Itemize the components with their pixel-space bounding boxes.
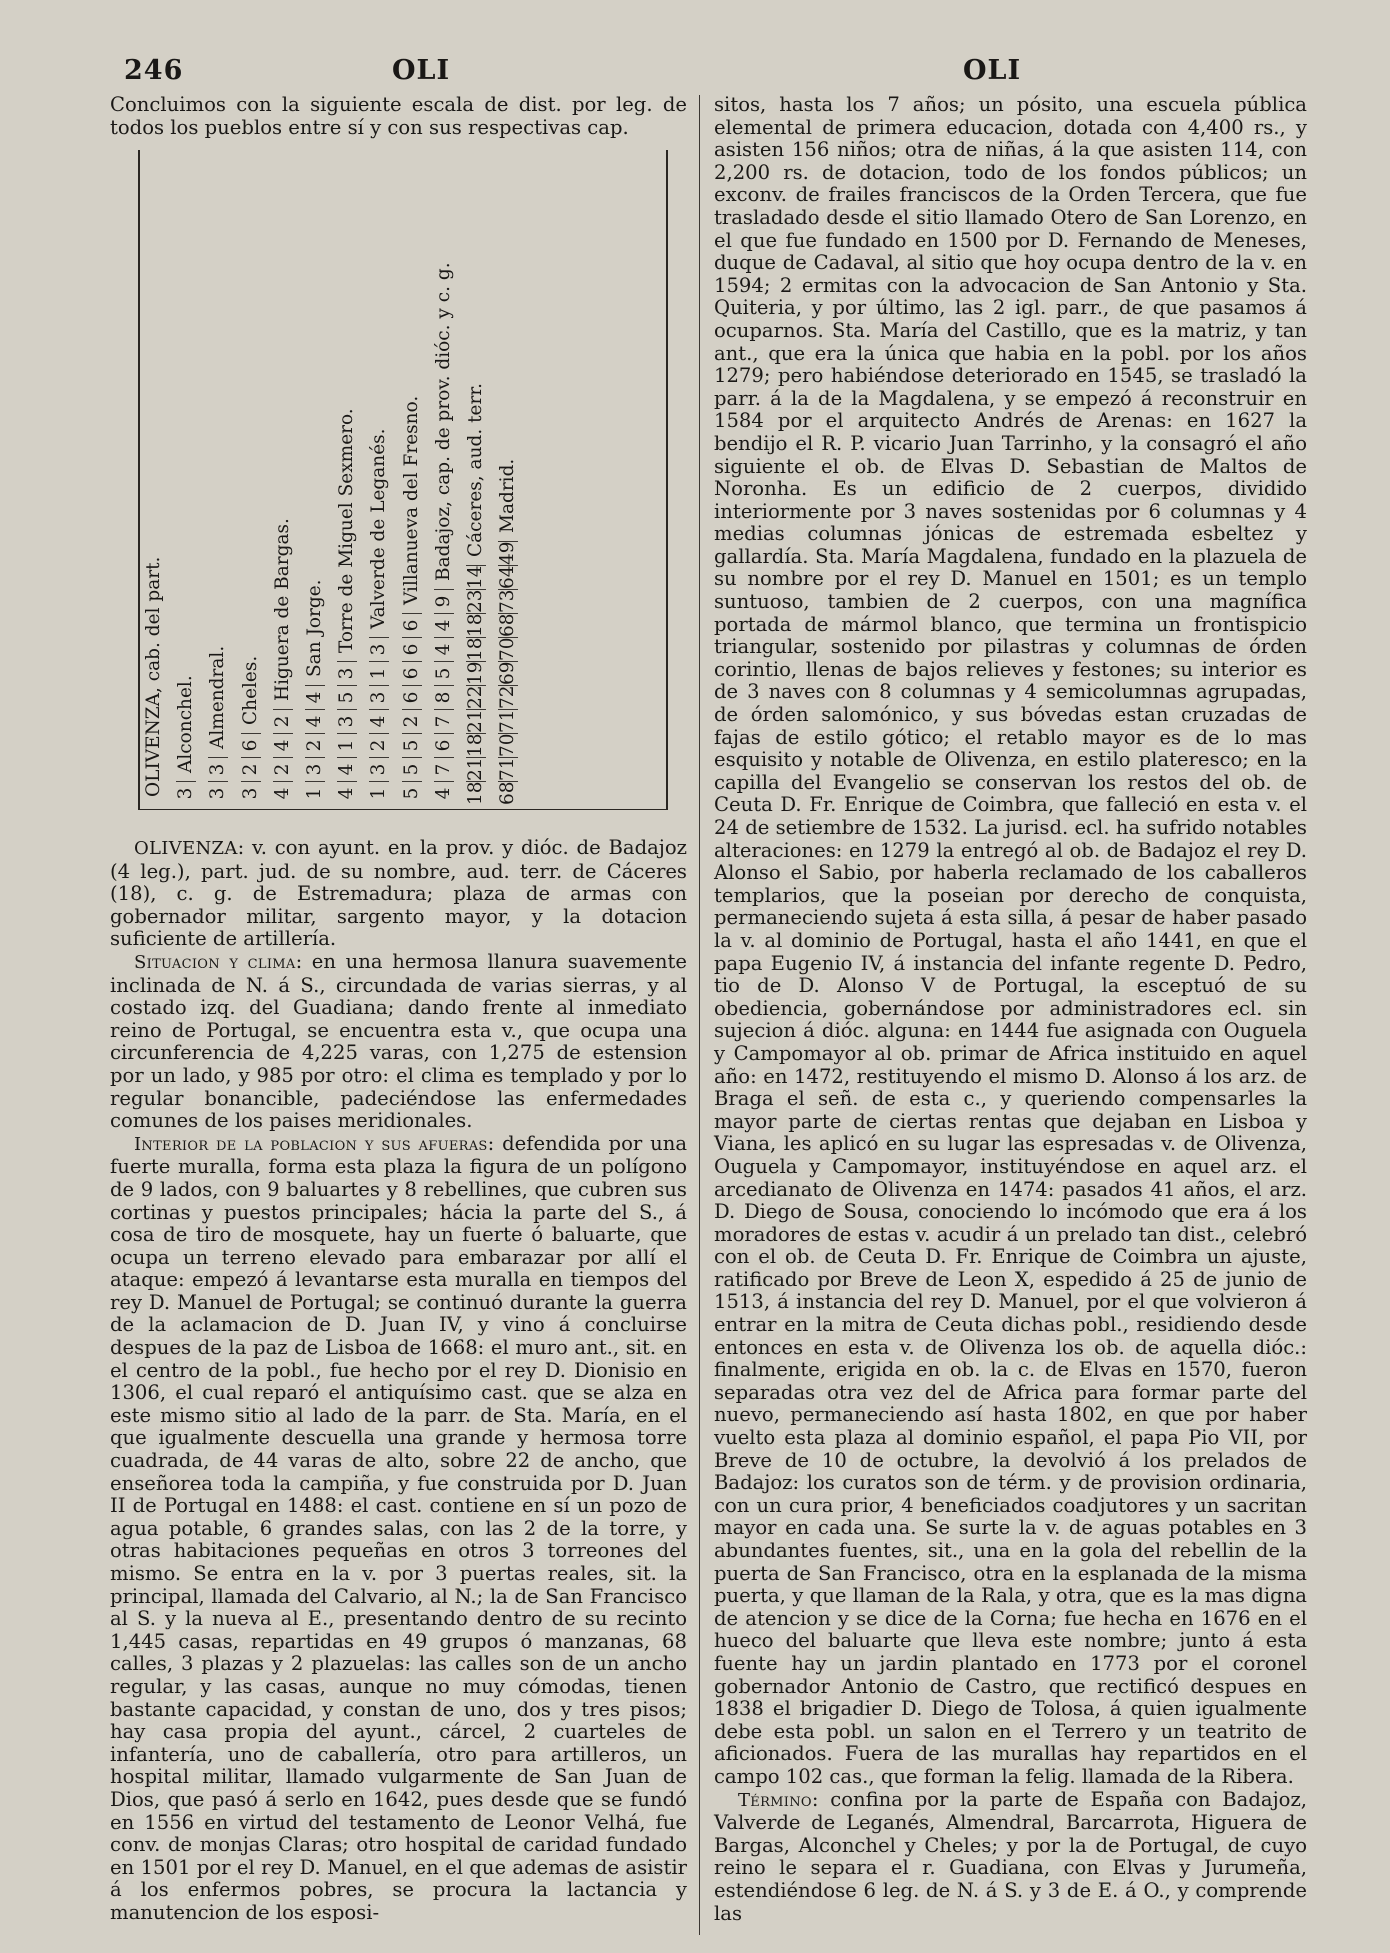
distance-cell: 72 xyxy=(497,685,519,709)
distance-cell: 21 xyxy=(465,757,486,781)
distance-town-name: Badajoz, cap. de prov. dióc. y c. g. xyxy=(432,262,454,581)
distance-town-name: San Jorge. xyxy=(304,579,325,677)
table-bottom-rule xyxy=(138,809,668,811)
distance-row xyxy=(402,396,422,805)
distance-cell: 3 xyxy=(337,709,357,733)
distance-cell: 1 xyxy=(369,781,389,805)
distance-cell: 5 xyxy=(402,781,422,805)
distance-cell: 5 xyxy=(337,685,357,709)
distance-town-name: Higuera de Bargas. xyxy=(271,518,293,701)
right-column-text xyxy=(714,94,1307,1925)
paragraph xyxy=(110,837,687,951)
paragraph-text: : confina por la parte de España con Badajoz, Valverde de Leganés, Almendral, Barcarrota, Higuera de Bargas, Alconchel y Cheles; y por la de Portugal, de cuyo reino le separa el r. Guadiana, con Elvas y Jurumeña, estendiéndose 6 leg. de N. á S. y 3 de E. á O., y comprende las xyxy=(714,1787,1307,1925)
distance-cell: 19 xyxy=(465,661,486,685)
paragraph-text: : en una hermosa llanura suavemente inclinada de N. á S., circundada de varias sierras, y al costado izq. del Guadiana; dando frente al inmediato reino de Portugal, se encuentra esta v., que ocupa una circunferencia de 4,225 varas, con 1,275 de estension por un lado, y 985 por otro: el clima es templado y por lo regular bonancible, padeciéndose las enfermedades comunes de los paises meridionales. xyxy=(110,949,687,1133)
distance-cell: 1 xyxy=(369,661,389,685)
distance-cell: 2 xyxy=(305,733,325,757)
paragraph xyxy=(714,1789,1307,1926)
distance-cell: 73 xyxy=(497,589,519,613)
paragraph-text: sitos, hasta los 7 años; un pósito, una escuela pública elemental de primera educacion, dotada con 4,400 rs., y asisten 156 niños; otra de niñas, á la que asisten 114, con 2,200 rs. de dotacion, todo de los fondos públicos; un exconv. de frailes franciscos de la Orden Tercera, que fue trasladado desde el sitio llamado Otero de San Lorenzo, en el que fue fundado en 1500 por D. Fernando de Meneses, duque de Cadaval, al sitio que hoy ocupa dentro de la v. en 1594; 2 ermitas con la advocacion de San Antonio y Sta. Quiteria, y por último, las 2 igl. parr., de que pasamos á ocuparnos. Sta. María del Castillo, que es la matriz, y tan ant., que era la única que habia en la pobl. por los años 1279; pero habiéndose deteriorado en 1545, se trasladó la parr. á la de la Magdalena, y se empezó á reconstruir en 1584 por el arquitecto Andrés de Arenas: en 1627 la bendijo el R. P. vicario Juan Tarrinho, y la consagró el año siguiente el ob. de Elvas D. Sebastian de Maltos de Noronha. Es un edificio de 2 cuerpos, dividido interiormente por 3 naves sostenidas por 6 columnas y 4 medias columnas jónicas de estremada esbeltez y gallardía. Sta. María Magdalena, fundado en la plazuela de su nombre por el rey D. Manuel en 1501; es un templo suntuoso, tambien de 2 cuerpos, con una magnífica portada de mármol blanco, que termina un frontispicio triangular, sostenido por pilastras y columnas de órden corintio, llenas de bajos relieves y festones; su interior es de 3 naves con 8 columnas y 4 semicolumnas agrupadas, de órden salomónico, y sus bóvedas estan cruzadas de fajas de estilo gótico; el retablo mayor es de lo mas esquisito y notable de Olivenza, en estilo plateresco; en la capilla del Evangelio se conservan los restos del ob. de Ceuta D. Fr. Enrique de Coimbra, que falleció en esta v. el 24 de setiembre de 1532. La jurisd. ecl. ha sufrido notables alteraciones: en 1279 la entregó al ob. de Badajoz el rey D. Alonso el Sabio, por haberla reclamado de los caballeros templarios, que la poseian por derecho de conquista, permaneciendo sujeta á esta silla, á pesar de haber pasado la v. al dominio de Portugal, hasta el año 1441, en que el papa Eugenio IV, á instancia del infante regente D. Pedro, tio de D. Alonso V de Portugal, la esceptuó de su obediencia, gobernándose por administradores ecl. sin sujecion á dióc. alguna: en 1444 fue asignada con Ouguela y Campomayor al ob. primar de Africa instituido en aquel año: en 1472, restituyendo el mismo D. Alonso á los arz. de Braga el señ. de esta c., y queriendo compensarles la mayor parte de ciertas rentas que dejaban en Lisboa y Viana, les aplicó en su lugar las espresadas v. de Olivenza, Ouguela y Campomayor, instituyéndose en aquel arz. el arcedianato de Olivenza en 1474: pasados 41 años, el arz. D. Diego de Sousa, conociendo lo incómodo que era á los moradores de estas v. acudir á un prelado tan dist., celebró con el ob. de Ceuta D. Fr. Enrique de Coimbra un ajuste, ratificado por Breve de Leon X, espedido á 25 de junio de 1513, á instancia del rey D. Manuel, por el que volvieron á entrar en la mitra de Ceuta dichas pobl., residiendo desde entonces en esta v. de Olivenza los ob. de aquella dióc.: finalmente, erigida en ob. la c. de Elvas en 1570, fueron separadas otra vez del de Africa para formar parte del nuevo, permaneciendo así hasta 1802, en que por haber vuelto esta plaza al dominio español, el papa Pio VII, por Breve de 10 de octubre, la devolvió á los prelados de Badajoz: los curatos son de térm. y de provision ordinaria, con un cura prior, 4 beneficiados coadjutores y un sacritan mayor en cada una. Se surte la v. de aguas potables en 3 abundantes fuentes, sit., una en la gola del rebellin de la puerta de San Francisco, otra en la esplanada de la misma puerta, y que llaman de la Rala, y otra, que es la mas digna de atencion y se dice de la Corna; fue hecha en 1676 en el hueco del baluarte que lleva este nombre; junto á esta fuente hay un jardin plantado en 1773 por el coronel gobernador Antonio de Castro, que rectificó despues en 1838 el brigadier D. Diego de Tolosa, á quien igualmente debe esta pobl. un salon en el Terrero y un teatrito de aficionados. Fuera de las murallas hay repartidos en el campo 102 cas., que forman la felig. llamada de la Ribera. xyxy=(714,93,1307,1788)
paragraph xyxy=(714,94,1307,1789)
distance-cell: 6 xyxy=(241,733,261,757)
distance-cell: 4 xyxy=(305,685,325,709)
distance-cell: 6 xyxy=(402,661,422,685)
table-right-rule xyxy=(666,150,668,810)
distance-cell: 14 xyxy=(465,565,486,589)
distance-cell: 1 xyxy=(337,733,357,757)
paragraph-text: : defendida por una fuerte muralla, forma esta plaza la figura de un polígono de 9 lados, con 9 baluartes y 8 rebellines, que cubren sus cortinas y puestos principales; hácia la parte del S., á cosa de tiro de mosquete, hay un fuerte ó baluarte, que ocupa un terreno elevado para embarazar por allí el ataque: empezó á levantarse esta muralla en tiempos del rey D. Manuel de Portugal; se continuó durante la guerra de la aclamacion de D. Juan IV, y vino á concluirse despues de la paz de Lisboa de 1668: el muro ant., sit. en el centro de la pobl., fue hecho por el rey D. Dionisio en 1306, el cual reparó el antiquísimo cast. que se alza en este mismo sitio al lado de la parr. de Sta. María, en el que igualmente descuella una grande y hermosa torre cuadrada, de 44 varas de alto, sobre 22 de ancho, que enseñorea toda la campiña, y fue construida por D. Juan II de Portugal en 1488: el cast. contiene en sí un pozo de agua potable, 6 grandes salas, con las 2 de la torre, y otras habitaciones pequeñas en otros 3 torreones del mismo. Se entra en la v. por 3 puertas reales, sit. la principal, llamada del Calvario, al N.; la de San Francisco al S. y la nueva al E., presentando dentro de su recinto 1,445 casas, repartidas en 49 grupos ó manzanas, 68 calles, 3 plazas y 2 plazuelas: las calles son de un ancho regular, y las casas, aunque no muy cómodas, tienen bastante capacidad, y constan de uno, dos y tres pisos; hay casa propia del ayunt., cárcel, 2 cuarteles de infantería, uno de caballería, otro para artilleros, un hospital militar, llamado vulgarmente de San Juan de Dios, que pasó á serlo en 1642, pues desde que se fundó en 1556 en virtud del testamento de Leonor Velhá, fue conv. de monjas Claras; otro hospital de caridad fundado en 1501 por el rey D. Manuel, en el que ademas de asistir á los enfermos pobres, se procura la lactancia y manutencion de los esposi- xyxy=(110,1131,687,1924)
distance-cell: 4 xyxy=(434,637,454,661)
distance-town-name: Cheles. xyxy=(239,655,261,725)
section-lead: Término xyxy=(738,1789,812,1811)
distance-row xyxy=(176,675,196,805)
distance-cell: 1 xyxy=(305,781,325,805)
distance-row xyxy=(241,656,261,805)
distance-cell: 68 xyxy=(497,613,519,637)
distance-cell: 18 xyxy=(465,613,486,637)
distance-cell: 3 xyxy=(369,757,389,781)
distance-cell: 2 xyxy=(402,709,422,733)
distance-cell: 7 xyxy=(434,709,454,733)
column-divider xyxy=(699,95,700,1935)
distance-town-name: Almendral. xyxy=(207,645,229,749)
distance-cell: 68 xyxy=(497,781,519,805)
distance-cell: 70 xyxy=(497,637,519,661)
distance-cell: 6 xyxy=(402,613,422,637)
left-column-intro xyxy=(110,94,687,139)
distance-cell: 4 xyxy=(434,781,454,805)
distance-cell: 3 xyxy=(208,781,228,805)
distance-cell: 5 xyxy=(402,733,422,757)
distance-cell: 3 xyxy=(176,781,196,805)
distance-town-name: Torre de Miguel Sexmero. xyxy=(336,408,358,653)
distance-cell: 6 xyxy=(402,637,422,661)
distance-cell: 4 xyxy=(337,757,357,781)
distance-cell: 18 xyxy=(465,637,486,661)
section-lead: OLIVENZA xyxy=(134,838,238,859)
page-number: 246 xyxy=(124,55,184,86)
distance-cell: 5 xyxy=(434,661,454,685)
distance-cell: 71 xyxy=(497,757,519,781)
right-running-title: OLI xyxy=(963,55,1022,86)
distance-cell: 3 xyxy=(241,781,261,805)
distance-row xyxy=(144,557,164,805)
distance-cell: 3 xyxy=(208,757,228,781)
distance-cell: 8 xyxy=(434,685,454,709)
distance-cell: 18 xyxy=(465,781,486,805)
distance-cell: 21 xyxy=(465,709,486,733)
distance-town-name: Alconchel. xyxy=(175,675,197,773)
intro-paragraph: Concluimos con la siguiente escala de dist. por leg. de todos los pueblos entre sí y con sus respectivas cap. xyxy=(110,93,687,139)
distance-cell: 4 xyxy=(369,709,389,733)
section-lead: Situacion y clima xyxy=(134,951,296,973)
distance-town-name: Villanueva del Fresno. xyxy=(400,395,422,605)
distance-cell: 3 xyxy=(369,685,389,709)
distance-cell: 70 xyxy=(497,733,519,757)
distance-cell: 6 xyxy=(434,733,454,757)
distance-town-name: Valverde de Leganés. xyxy=(368,428,390,629)
distance-row xyxy=(273,518,293,805)
left-running-title: OLI xyxy=(392,55,451,86)
distance-cell: 3 xyxy=(305,757,325,781)
distance-cell: 9 xyxy=(434,589,454,613)
distance-row xyxy=(337,408,357,805)
paragraph-text: : v. con ayunt. en la prov. y dióc. de Badajoz (4 leg.), part. jud. de su nombre, aud. terr. de Cáceres (18), c. g. de Estremadura; plaza de armas con gobernador militar, sargento mayor, y la dotacion suficiente de artillería. xyxy=(110,836,687,951)
distance-table xyxy=(138,150,703,810)
distance-cell: 7 xyxy=(434,757,454,781)
distance-cell: 3 xyxy=(369,637,389,661)
distance-cell: 4 xyxy=(337,781,357,805)
section-lead: Interior de la poblacion y sus afueras xyxy=(134,1133,488,1155)
distance-cell: 64 xyxy=(497,565,519,589)
distance-row xyxy=(369,428,389,805)
distance-cell: 6 xyxy=(402,685,422,709)
distance-cell: 18 xyxy=(465,733,486,757)
distance-row xyxy=(305,579,325,805)
distance-cell: 69 xyxy=(497,661,519,685)
distance-row xyxy=(498,459,518,805)
distance-cell: 4 xyxy=(273,781,293,805)
distance-cell: 2 xyxy=(273,709,293,733)
distance-row xyxy=(434,262,454,805)
distance-cell: 23 xyxy=(465,589,486,613)
table-left-rule xyxy=(138,150,140,810)
distance-cell: 4 xyxy=(273,733,293,757)
distance-cell: 5 xyxy=(402,757,422,781)
distance-cell: 4 xyxy=(434,613,454,637)
distance-cell: 3 xyxy=(337,661,357,685)
distance-cell: 2 xyxy=(273,757,293,781)
paragraph xyxy=(110,1133,687,1925)
paragraph xyxy=(110,951,687,1133)
distance-town-name: Madrid. xyxy=(497,458,519,533)
distance-town-name: OLIVENZA, cab. del part. xyxy=(143,556,164,797)
distance-cell: 2 xyxy=(369,733,389,757)
distance-town-name: Cáceres, aud. terr. xyxy=(465,382,486,557)
distance-cell: 4 xyxy=(305,709,325,733)
distance-row xyxy=(208,646,228,805)
distance-row xyxy=(466,383,486,805)
distance-cell: 22 xyxy=(465,685,486,709)
distance-cell: 71 xyxy=(497,709,519,733)
distance-cell: 49 xyxy=(497,541,519,565)
distance-cell: 2 xyxy=(241,757,261,781)
left-column-text xyxy=(110,837,687,1925)
